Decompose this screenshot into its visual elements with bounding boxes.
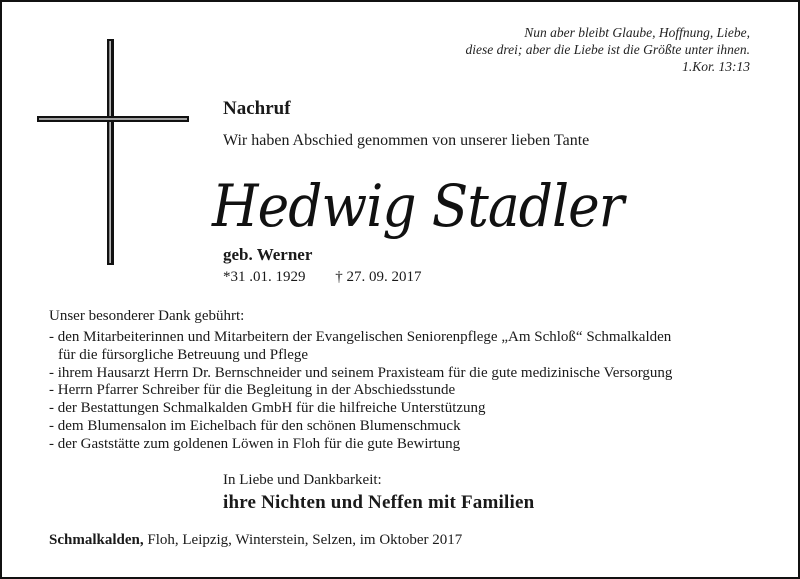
life-dates <box>223 269 422 286</box>
place-and-date <box>49 532 462 549</box>
bible-quote <box>390 24 750 75</box>
cross-icon <box>37 39 189 265</box>
quote-line: Nun aber bleibt Glaube, Hoffnung, Liebe, <box>524 25 750 40</box>
thanks-item: für die fürsorgliche Betreuung und Pflege <box>58 346 309 363</box>
intro-text: Wir haben Abschied genommen von unserer lieben Tante <box>223 132 590 149</box>
quote-line: diese drei; aber die Liebe ist die Größte unter ihnen. <box>465 42 750 57</box>
thanks-heading: Unser besonderer Dank gebührt: <box>49 308 245 324</box>
quote-reference: 1.Kor. 13:13 <box>682 59 750 74</box>
mourners: ihre Nichten und Neffen mit Familien <box>223 492 535 513</box>
thanks-item: - Herrn Pfarrer Schreiber für die Begleitung in der Abschiedsstunde <box>49 382 456 399</box>
death-date: † 27. 09. 2017 <box>335 269 422 285</box>
thanks-item: - dem Blumensalon im Eichelbach für den schönen Blumenschmuck <box>49 417 461 434</box>
birth-date: *31 .01. 1929 <box>223 269 306 285</box>
closing-line: In Liebe und Dankbarkeit: <box>223 472 382 488</box>
notice-heading: Nachruf <box>223 98 291 119</box>
thanks-item: - ihrem Hausarzt Herrn Dr. Bernschneider und seinem Praxisteam für die gute medizinische Versorgung <box>49 364 673 381</box>
place-rest: Floh, Leipzig, Winterstein, Selzen, im Oktober 2017 <box>143 532 463 548</box>
thanks-item: - der Bestattungen Schmalkalden GmbH für die hilfreiche Unterstützung <box>49 400 486 417</box>
thanks-item: - der Gaststätte zum goldenen Löwen in Floh für die gute Bewirtung <box>49 435 461 452</box>
thanks-item: - den Mitarbeiterinnen und Mitarbeitern der Evangelischen Seniorenpflege „Am Schloß“ Schmalkalden <box>49 329 672 345</box>
deceased-name: Hedwig Stadler <box>212 172 624 240</box>
thanks-list <box>49 329 769 454</box>
birth-name: geb. Werner <box>223 245 313 264</box>
place-town: Schmalkalden, <box>49 532 144 548</box>
